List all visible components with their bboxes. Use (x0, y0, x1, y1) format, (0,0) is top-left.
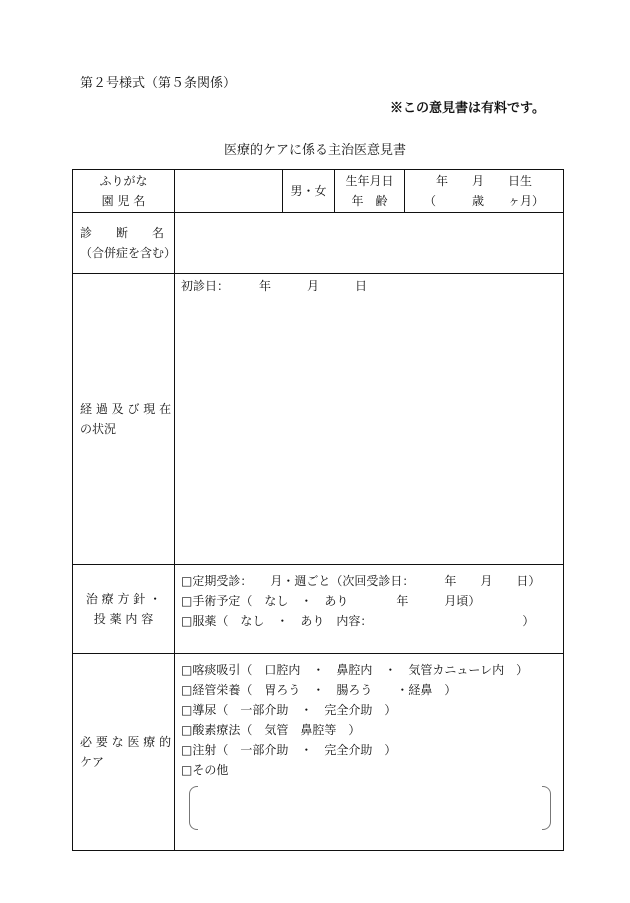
document-title: 医療的ケアに係る主治医意見書 (223, 143, 406, 158)
care-label-line2: ケア (80, 755, 105, 769)
course-field[interactable] (175, 274, 564, 565)
sex-field[interactable] (283, 170, 335, 213)
child-name-label: 園 児 名 (101, 194, 146, 208)
treatment-label-line1: 治 療 方 針 ・ (85, 592, 162, 606)
child-name-label-cell (73, 170, 175, 213)
diagnosis-label-cell (73, 213, 175, 274)
bracket-left (189, 786, 198, 830)
first-visit-date: 初診日： 年 月 日 (181, 279, 368, 293)
birth-date-value: 年 月 日生 (435, 174, 532, 188)
other-checkbox[interactable]: □その他 (181, 763, 229, 777)
medication-checkbox[interactable]: □服薬（ なし ・ あり 内容： ） (181, 614, 535, 628)
birth-age-label-cell (335, 170, 405, 213)
age-label: 年 齢 (351, 194, 388, 208)
injection-checkbox[interactable]: □注射（ 一部介助 ・ 完全介助 ） (181, 743, 397, 757)
care-field (175, 654, 564, 851)
treatment-field[interactable] (175, 565, 564, 654)
care-label-line1: 必 要 な 医 療 的 (80, 735, 172, 749)
oxygen-therapy-checkbox[interactable]: □酸素療法（ 気管 鼻腔等 ） (181, 723, 361, 737)
surgery-plan-checkbox[interactable]: □手術予定（ なし ・ あり 年 月頃） (181, 594, 481, 608)
regular-visit-checkbox[interactable]: □定期受診： 月・週ごと（次回受診日： 年 月 日） (181, 574, 541, 588)
diagnosis-field[interactable] (175, 213, 564, 274)
furigana-label: ふりがな (99, 174, 148, 188)
catheter-checkbox[interactable]: □導尿（ 一部介助 ・ 完全介助 ） (181, 703, 397, 717)
patient-row (73, 170, 564, 213)
birth-date-label: 生年月日 (345, 174, 394, 188)
diagnosis-label: 診 断 名 (80, 226, 165, 240)
tube-feeding-checkbox[interactable]: □経管栄養（ 胃ろう ・ 腸ろう ・経鼻 ） (181, 683, 457, 697)
diagnosis-row (73, 213, 564, 274)
diagnosis-sub-label: （合併症を含む） (80, 246, 177, 260)
suction-checkbox[interactable]: □喀痰吸引（ 口腔内 ・ 鼻腔内 ・ 気管カニューレ内 ） (181, 663, 529, 677)
treatment-label-line2: 投 薬 内 容 (93, 612, 154, 626)
sex-label: 男・女 (290, 184, 327, 198)
other-details-field[interactable] (189, 786, 551, 830)
care-label-cell (73, 654, 175, 851)
course-label-line2: の状況 (80, 422, 117, 436)
opinion-form-table (72, 169, 564, 851)
course-row (73, 274, 564, 565)
form-number: 第２号様式（第５条関係） (80, 76, 237, 91)
birth-age-field[interactable] (405, 170, 564, 213)
fee-note: ※この意見書は有料です。 (390, 101, 545, 116)
bracket-right (542, 786, 551, 830)
care-row (73, 654, 564, 851)
course-label-cell (73, 274, 175, 565)
child-name-field[interactable] (175, 170, 283, 213)
treatment-label-cell (73, 565, 175, 654)
treatment-row (73, 565, 564, 654)
age-value: （ 歳 ヶ月） (423, 194, 544, 208)
course-label-line1: 経 過 及 び 現 在 (80, 402, 172, 416)
